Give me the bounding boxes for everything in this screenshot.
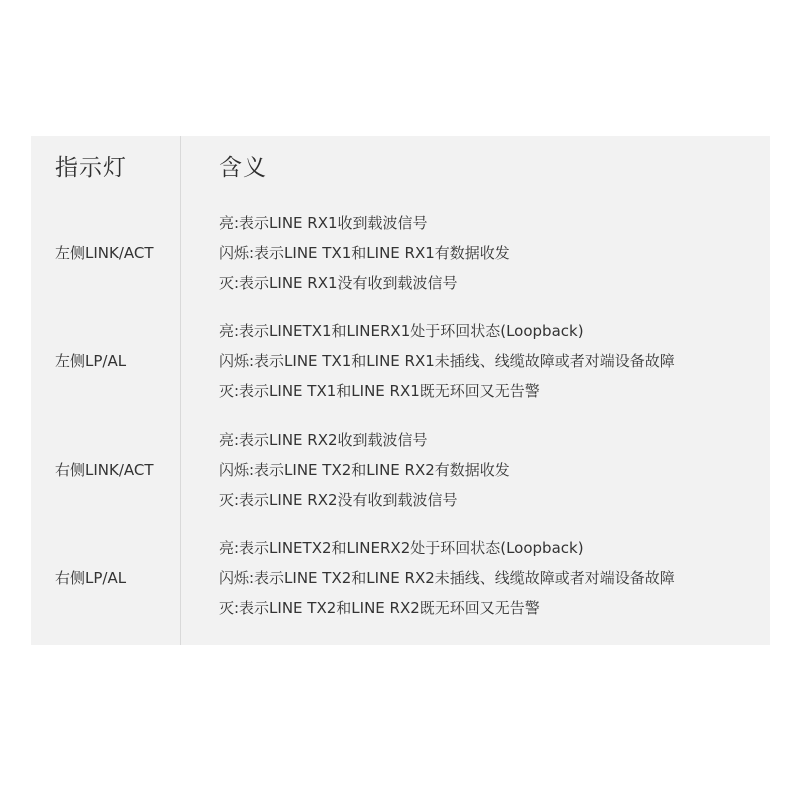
table-row-right-lp-al <box>31 533 770 623</box>
meaning-line: 亮:表示LINE RX1收到载波信号 <box>219 214 428 232</box>
row-meaning <box>219 208 510 298</box>
meaning-line: 闪烁:表示LINE TX1和LINE RX1未插线、线缆故障或者对端设备故障 <box>219 352 675 370</box>
meaning-line: 灭:表示LINE RX2没有收到载波信号 <box>219 491 458 509</box>
row-meaning <box>219 533 675 623</box>
header-meaning: 含义 <box>219 155 267 181</box>
row-label: 右侧LP/AL <box>55 569 127 587</box>
row-label: 左侧LINK/ACT <box>55 244 154 262</box>
meaning-line: 闪烁:表示LINE TX1和LINE RX1有数据收发 <box>219 244 510 262</box>
meaning-line: 亮:表示LINETX2和LINERX2处于环回状态(Loopback) <box>219 539 584 557</box>
meaning-line: 灭:表示LINE RX1没有收到载波信号 <box>219 274 458 292</box>
row-meaning <box>219 425 510 515</box>
meaning-line: 亮:表示LINE RX2收到载波信号 <box>219 431 428 449</box>
meaning-line: 亮:表示LINETX1和LINERX1处于环回状态(Loopback) <box>219 322 584 340</box>
meaning-line: 灭:表示LINE TX1和LINE RX1既无环回又无告警 <box>219 382 540 400</box>
row-label: 左侧LP/AL <box>55 352 127 370</box>
row-meaning <box>219 316 675 406</box>
meaning-line: 闪烁:表示LINE TX2和LINE RX2未插线、线缆故障或者对端设备故障 <box>219 569 675 587</box>
table-row-right-link-act <box>31 425 770 515</box>
meaning-line: 灭:表示LINE TX2和LINE RX2既无环回又无告警 <box>219 599 540 617</box>
indicator-table <box>31 136 770 645</box>
row-label: 右侧LINK/ACT <box>55 461 154 479</box>
header-indicator: 指示灯 <box>55 155 127 181</box>
meaning-line: 闪烁:表示LINE TX2和LINE RX2有数据收发 <box>219 461 510 479</box>
table-row-left-link-act <box>31 208 770 298</box>
table-row-left-lp-al <box>31 316 770 406</box>
